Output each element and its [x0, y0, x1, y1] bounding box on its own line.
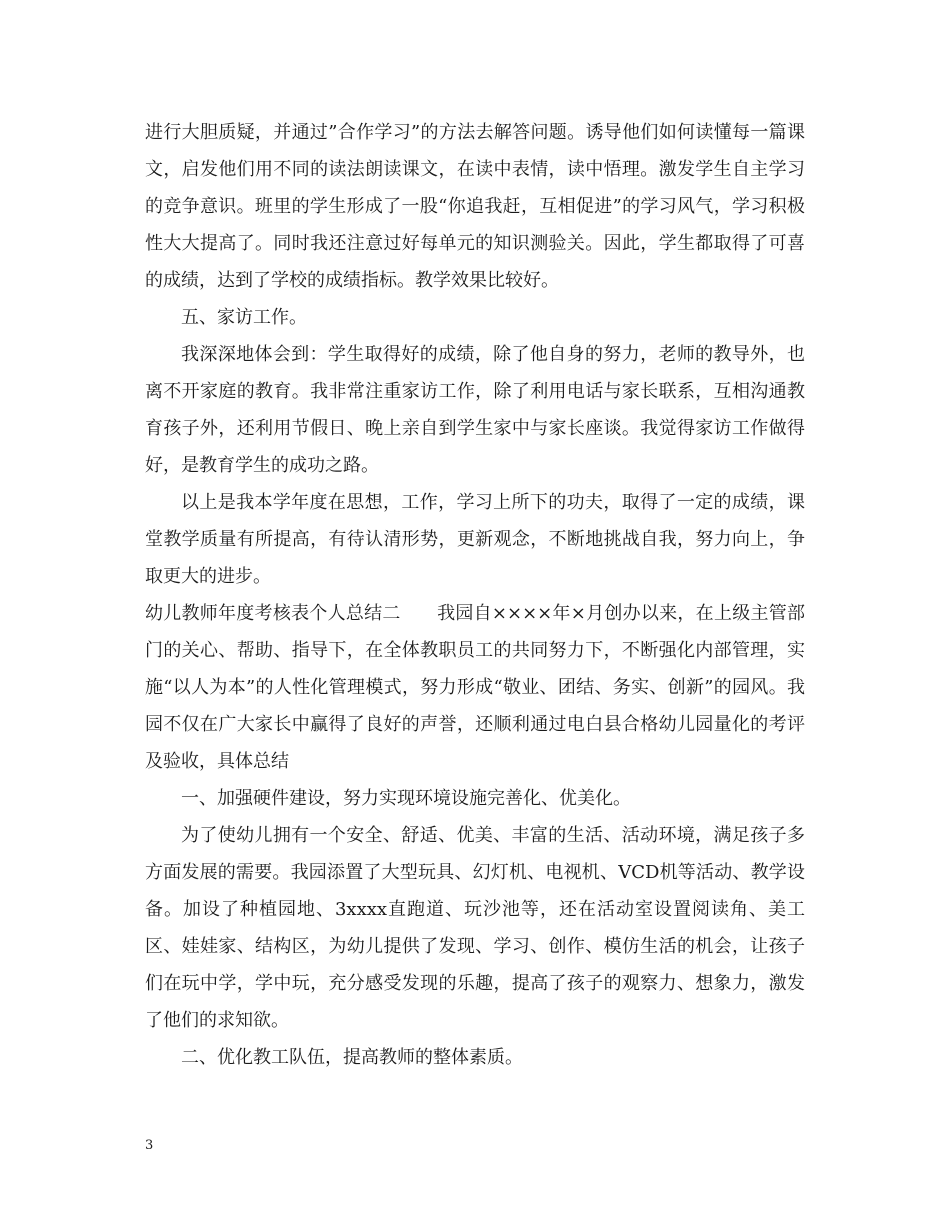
heading-home-visits: 五、家访工作。	[181, 307, 307, 328]
page-number: 3	[145, 1138, 154, 1153]
document-body	[145, 114, 805, 1076]
paragraph-home-visits: 我深深地体会到：学生取得好的成绩，除了他自身的努力，老师的教导外，也离不开家庭的教育。我非常注重家访工作，除了利用电话与家长联系，互相沟通教育孩子外，还利用节假日、晚上亲自到学生家中与家长座谈。我觉得家访工作做得好，是教育学生的成功之路。	[145, 344, 805, 476]
heading-staff-optimization: 二、优化教工队伍，提高教师的整体素质。	[181, 1047, 523, 1068]
paragraph-learning-methods: 进行大胆质疑，并通过”合作学习”的方法去解答问题。诱导他们如何读懂每一篇课文，启发他们用不同的读法朗读课文，在读中表情，读中悟理。激发学生自主学习的竞争意识。班里的学生形成了一股“你追我赶，互相促进”的学习风气，学习积极性大大提高了。同时我还注意过好每单元的知识测验关。因此，学生都取得了可喜的成绩，达到了学校的成绩指标。教学效果比较好。	[145, 122, 805, 291]
paragraph-year-summary: 以上是我本学年度在思想，工作，学习上所下的功夫，取得了一定的成绩，课堂教学质量有所提高，有待认清形势，更新观念，不断地挑战自我，努力向上，争取更大的进步。	[145, 492, 805, 587]
heading-hardware-construction: 一、加强硬件建设，努力实现环境设施完善化、优美化。	[181, 788, 631, 809]
paragraph-kindergarten-summary: 幼儿教师年度考核表个人总结二 我园自××××年×月创办以来，在上级主管部门的关心、帮助、指导下，在全体教职员工的共同努力下，不断强化内部管理，实施“以人为本”的人性化管理模式，努力形成“敬业、团结、务实、创新”的园风。我园不仅在广大家长中赢得了良好的声誉，还顺利通过电白县合格幼儿园量化的考评及验收，具体总结	[145, 603, 805, 772]
paragraph-environment-facilities: 为了使幼儿拥有一个安全、舒适、优美、丰富的生活、活动环境，满足孩子多方面发展的需要。我园添置了大型玩具、幻灯机、电视机、VCD机等活动、教学设备。加设了种植园地、3xxxx直跑道、玩沙池等，还在活动室设置阅读角、美工区、娃娃家、结构区，为幼儿提供了发现、学习、创作、模仿生活的机会，让孩子们在玩中学，学中玩，充分感受发现的乐趣，提高了孩子的观察力、想象力，激发了他们的求知欲。	[145, 825, 805, 1031]
